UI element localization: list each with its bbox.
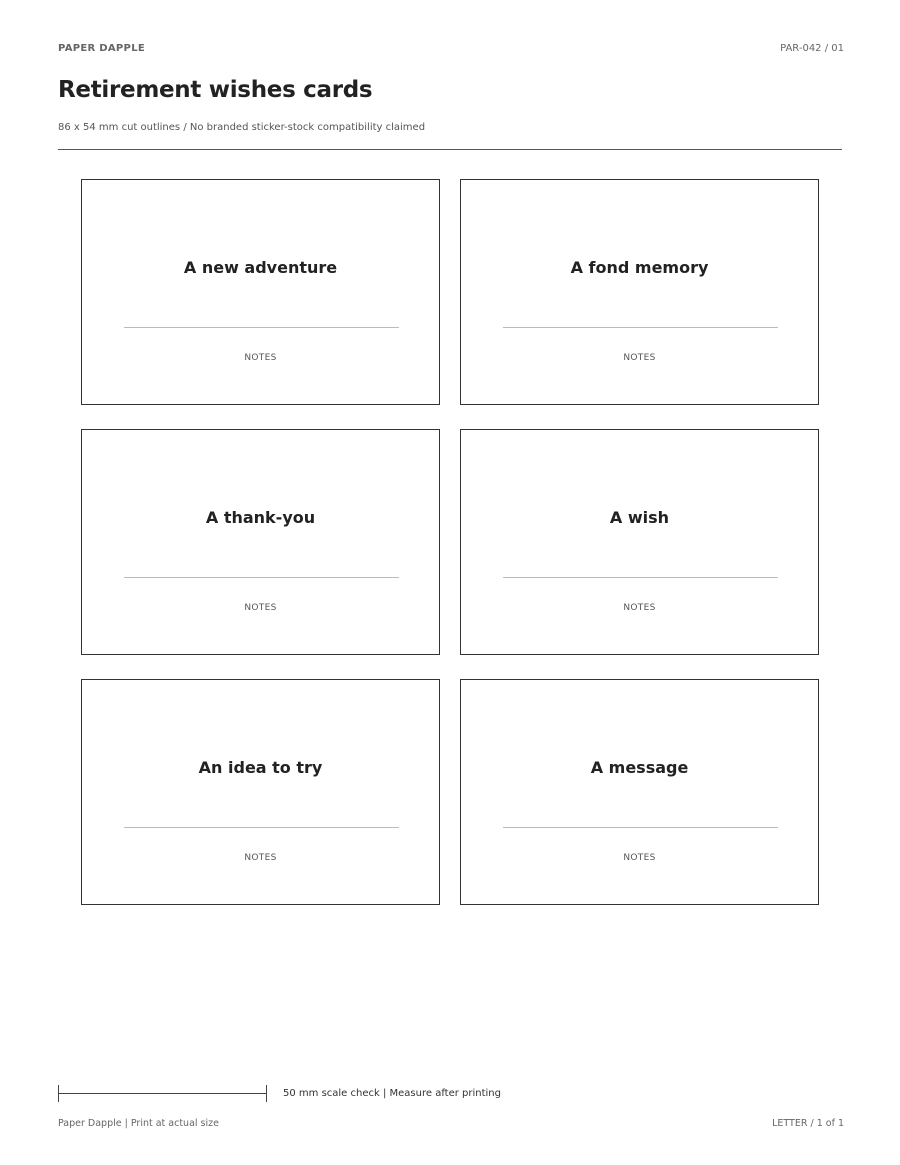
card-notes-label: NOTES (623, 353, 656, 363)
card-notes-label: NOTES (623, 853, 656, 863)
card-writing-line (503, 327, 778, 328)
card-2 (460, 179, 819, 405)
page-header (58, 43, 844, 57)
card-title: An idea to try (198, 758, 323, 777)
brand-name: PAPER DAPPLE (58, 43, 145, 54)
scale-bar (58, 1085, 267, 1102)
card-writing-line (124, 827, 399, 828)
footer-left-text: Paper Dapple | Print at actual size (58, 1118, 219, 1129)
scale-bar-line (58, 1093, 267, 1094)
card-6 (460, 679, 819, 905)
card-writing-line (503, 827, 778, 828)
card-1 (81, 179, 440, 405)
card-title: A wish (609, 508, 670, 527)
scale-bar-tick-end (266, 1085, 267, 1102)
card-notes-label: NOTES (623, 603, 656, 613)
card-title: A new adventure (183, 258, 338, 277)
card-4 (460, 429, 819, 655)
header-divider (58, 149, 842, 150)
card-writing-line (503, 577, 778, 578)
card-title: A fond memory (570, 258, 709, 277)
card-5 (81, 679, 440, 905)
page-title: Retirement wishes cards (58, 77, 373, 103)
card-notes-label: NOTES (244, 853, 277, 863)
scale-check-text: 50 mm scale check | Measure after printing (283, 1088, 501, 1099)
card-notes-label: NOTES (244, 603, 277, 613)
card-notes-label: NOTES (244, 353, 277, 363)
page-subtitle: 86 x 54 mm cut outlines / No branded sticker-stock compatibility claimed (58, 122, 426, 133)
footer-page-info: LETTER / 1 of 1 (772, 1118, 844, 1129)
scale-bar-tick-start (58, 1085, 59, 1102)
document-code: PAR-042 / 01 (780, 43, 844, 54)
card-3 (81, 429, 440, 655)
card-writing-line (124, 577, 399, 578)
card-title: A message (590, 758, 689, 777)
card-title: A thank-you (205, 508, 316, 527)
card-writing-line (124, 327, 399, 328)
